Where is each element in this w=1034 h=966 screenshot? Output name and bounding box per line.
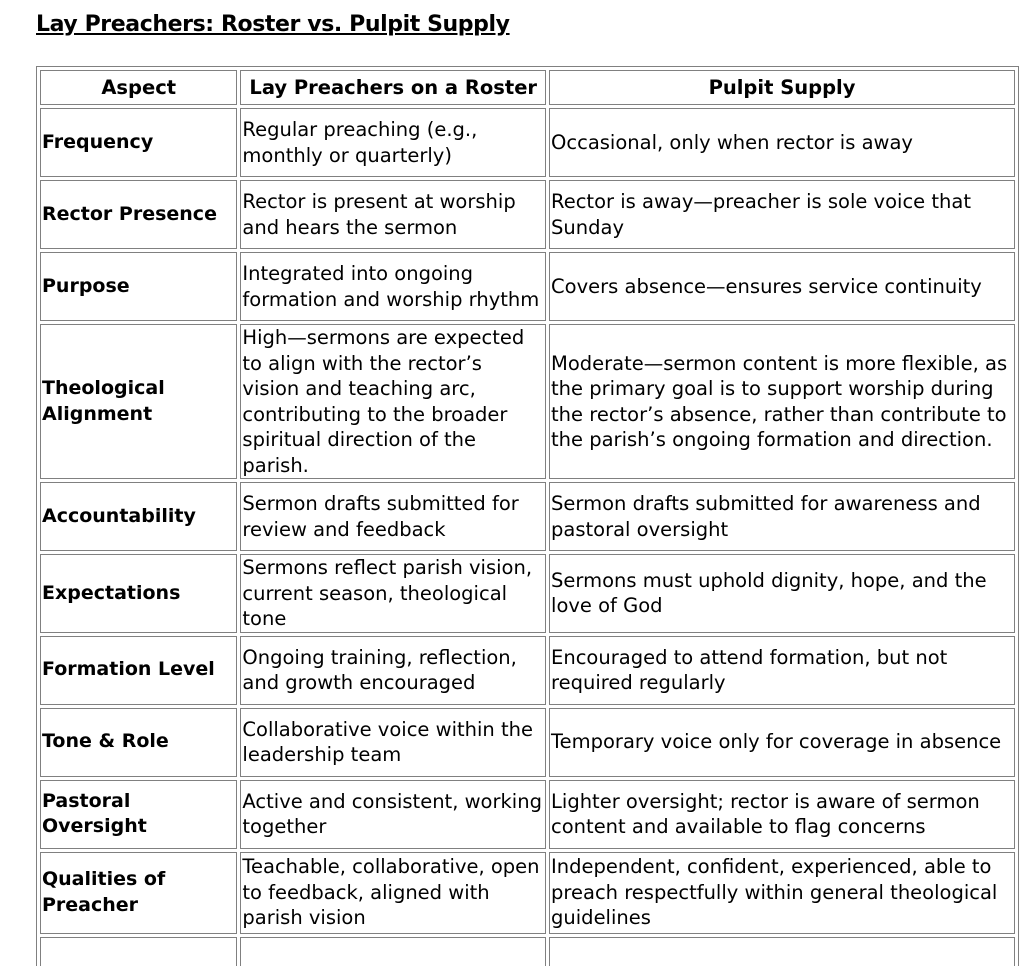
table-row (40, 108, 1015, 177)
table-row (40, 482, 1015, 551)
row-aspect: Formation Level (40, 636, 237, 705)
row-supply-value: Lighter oversight; rector is aware of sermon content and available to flag concerns (549, 780, 1015, 849)
table-row (40, 554, 1015, 633)
table-row (40, 708, 1015, 777)
row-supply-value (549, 937, 1015, 966)
row-supply-value: Occasional, only when rector is away (549, 108, 1015, 177)
row-supply-value: Temporary voice only for coverage in absence (549, 708, 1015, 777)
row-aspect: Pastoral Oversight (40, 780, 237, 849)
row-roster-value (240, 937, 546, 966)
page-title: Lay Preachers: Roster vs. Pulpit Supply (36, 12, 510, 37)
row-roster-value: Collaborative voice within the leadership team (240, 708, 546, 777)
row-supply-value: Encouraged to attend formation, but not required regularly (549, 636, 1015, 705)
column-header-pulpit-supply: Pulpit Supply (549, 70, 1015, 105)
table-row (40, 180, 1015, 249)
row-roster-value: Active and consistent, working together (240, 780, 546, 849)
row-supply-value: Rector is away—preacher is sole voice that Sunday (549, 180, 1015, 249)
table-row (40, 780, 1015, 849)
row-supply-value: Sermons must uphold dignity, hope, and the love of God (549, 554, 1015, 633)
row-roster-value: Integrated into ongoing formation and worship rhythm (240, 252, 546, 321)
row-roster-value: Rector is present at worship and hears the sermon (240, 180, 546, 249)
table-row (40, 852, 1015, 934)
row-aspect: Frequency (40, 108, 237, 177)
row-roster-value: Sermon drafts submitted for review and feedback (240, 482, 546, 551)
row-roster-value: Teachable, collaborative, open to feedback, aligned with parish vision (240, 852, 546, 934)
row-supply-value: Sermon drafts submitted for awareness and pastoral oversight (549, 482, 1015, 551)
row-aspect: Purpose (40, 252, 237, 321)
row-aspect: Qualities of Preacher (40, 852, 237, 934)
row-roster-value: Sermons reflect parish vision, current season, theological tone (240, 554, 546, 633)
row-supply-value: Moderate—sermon content is more flexible, as the primary goal is to support worship during the rector’s absence, rather than contribute to the parish’s ongoing formation and direction. (549, 324, 1015, 479)
table-row (40, 636, 1015, 705)
row-roster-value: High—sermons are expected to align with the rector’s vision and teaching arc, contributing to the broader spiritual direction of the parish. (240, 324, 546, 479)
row-aspect: Theological Alignment (40, 324, 237, 479)
comparison-table-container (36, 66, 1019, 966)
table-row (40, 252, 1015, 321)
table-header-row (40, 70, 1015, 105)
row-aspect: Expectations (40, 554, 237, 633)
row-aspect: Accountability (40, 482, 237, 551)
comparison-table (36, 66, 1019, 966)
row-aspect (40, 937, 237, 966)
table-row (40, 937, 1015, 966)
row-aspect: Rector Presence (40, 180, 237, 249)
row-roster-value: Ongoing training, reflection, and growth encouraged (240, 636, 546, 705)
row-supply-value: Covers absence—ensures service continuity (549, 252, 1015, 321)
column-header-aspect: Aspect (40, 70, 237, 105)
table-row (40, 324, 1015, 479)
row-aspect: Tone & Role (40, 708, 237, 777)
row-supply-value: Independent, confident, experienced, able to preach respectfully within general theological guidelines (549, 852, 1015, 934)
column-header-roster: Lay Preachers on a Roster (240, 70, 546, 105)
row-roster-value: Regular preaching (e.g., monthly or quarterly) (240, 108, 546, 177)
